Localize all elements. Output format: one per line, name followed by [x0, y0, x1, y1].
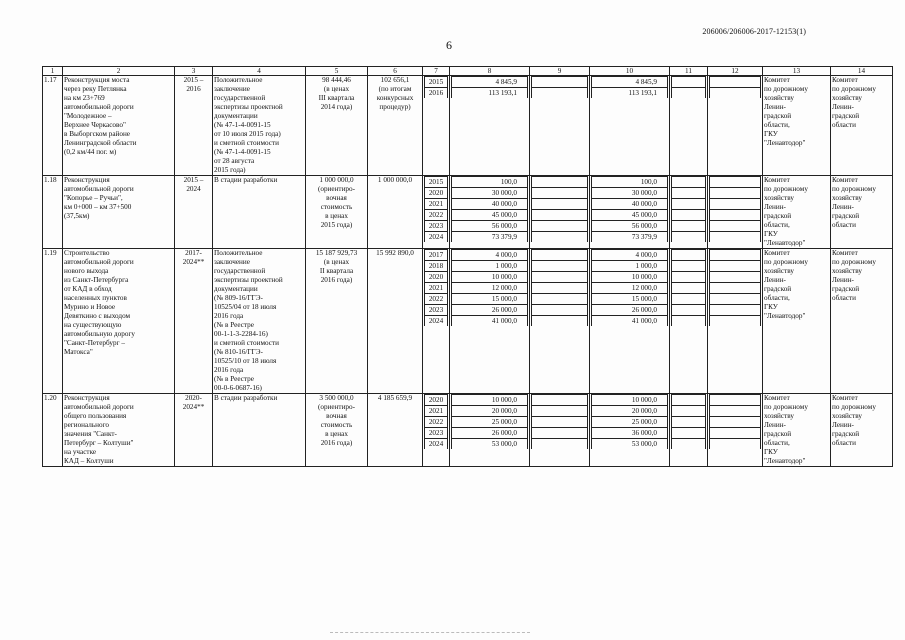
funding-col12-value	[710, 305, 761, 316]
documentation-status: Положительное заключение государственной экспертизы проектной документации (№ 47-1-4-0091-15 от 10 июля 2015 года) и сметной стоимости (№ 47-1-4-0091-15 от 28 августа 2015 года)	[213, 76, 306, 176]
funding-col11-value	[672, 232, 706, 243]
funding-col9-value	[532, 199, 588, 210]
column-number-row	[43, 67, 893, 76]
document-id: 206006/206006-2017-12153(1)	[702, 27, 806, 36]
documentation-status: В стадии разработки	[213, 394, 306, 467]
row-number: 1.18	[43, 176, 63, 249]
funding-col11-value	[672, 210, 706, 221]
implementation-period: 2015 – 2024	[175, 176, 213, 249]
funding-col11	[670, 394, 708, 467]
responsible-executor: Комитет по дорожному хозяйству Ленин- градской области	[831, 249, 893, 394]
column-number-6: 6	[368, 67, 423, 76]
column-number-13: 13	[763, 67, 831, 76]
funding-col11-value	[672, 283, 706, 294]
funding-col12-value	[710, 406, 761, 417]
customer: Комитет по дорожному хозяйству Ленин- градской области, ГКУ "Ленавтодор"	[763, 394, 831, 467]
funding-col12-value	[710, 188, 761, 199]
year-cell-value: 2024	[425, 439, 448, 450]
funding-col12	[708, 176, 763, 249]
row-number: 1.20	[43, 394, 63, 467]
funding-col9-value	[532, 305, 588, 316]
funding-col12-value	[710, 272, 761, 283]
object-name: Реконструкция автомобильной дороги "Копорье – Ручьи", км 0+000 – км 37+500 (37,5км)	[63, 176, 175, 249]
funding-col9	[530, 76, 590, 176]
column-number-9: 9	[530, 67, 590, 76]
funding-col9-value	[532, 250, 588, 261]
funding-total-value: 113 193,1	[452, 88, 528, 99]
funding-regional-value: 113 193,1	[592, 88, 668, 99]
funding-total-value: 53 000,0	[452, 439, 528, 450]
funding-col9-value	[532, 272, 588, 283]
funding-col11-value	[672, 272, 706, 283]
funding-col11-value	[672, 77, 706, 88]
funding-col12-value	[710, 261, 761, 272]
implementation-period: 2020- 2024**	[175, 394, 213, 467]
year-cell-value: 2020	[425, 188, 448, 199]
funding-total-value: 41 000,0	[452, 316, 528, 327]
funding-col11-value	[672, 188, 706, 199]
responsible-executor: Комитет по дорожному хозяйству Ленин- градской области	[831, 76, 893, 176]
year-cell-value: 2015	[425, 77, 448, 88]
funding-col11-value	[672, 316, 706, 327]
funding-col11	[670, 249, 708, 394]
funding-col11-value	[672, 294, 706, 305]
funding-total-value: 26 000,0	[452, 305, 528, 316]
funding-regional-value: 1 000,0	[592, 261, 668, 272]
year-cell-value: 2021	[425, 199, 448, 210]
funding-regional-value: 36 000,0	[592, 428, 668, 439]
funding-col12-value	[710, 77, 761, 88]
customer: Комитет по дорожному хозяйству Ленин- градской области, ГКУ "Ленавтодор"	[763, 76, 831, 176]
funding-col9-value	[532, 406, 588, 417]
funding-col12-value	[710, 428, 761, 439]
funding-col9	[530, 249, 590, 394]
funding-col11-value	[672, 417, 706, 428]
funding-regional-value: 10 000,0	[592, 272, 668, 283]
program-table	[42, 66, 893, 467]
funding-regional	[590, 394, 670, 467]
object-name: Реконструкция моста через реку Петлянка на км 23+769 автомобильной дороги "Молодежное – Верхнее Черкасово" в Выборгском районе Ленинградской области (0,2 км/44 пог. м)	[63, 76, 175, 176]
column-number-10: 10	[590, 67, 670, 76]
estimated-cost: 1 000 000,0 (ориентиро- вочная стоимость в ценах 2015 года)	[306, 176, 368, 249]
funding-total-value: 56 000,0	[452, 221, 528, 232]
object-name: Реконструкция автомобильной дороги общего пользования регионального значения "Санкт- Петербург – Колтуши" на участке КАД – Колтуши	[63, 394, 175, 467]
funding-col9-value	[532, 395, 588, 406]
funding-regional-value: 73 379,9	[592, 232, 668, 243]
funding-col9-value	[532, 221, 588, 232]
funding-col12-value	[710, 316, 761, 327]
row-number: 1.19	[43, 249, 63, 394]
funding-total-value: 73 379,9	[452, 232, 528, 243]
year-cell	[423, 394, 450, 467]
funding-total	[450, 249, 530, 394]
funding-col9-value	[532, 188, 588, 199]
funding-col9-value	[532, 88, 588, 99]
year-cell-value: 2015	[425, 177, 448, 188]
column-number-12: 12	[708, 67, 763, 76]
funding-col11-value	[672, 406, 706, 417]
funding-total-value: 100,0	[452, 177, 528, 188]
year-cell	[423, 176, 450, 249]
funding-col11	[670, 76, 708, 176]
funding-regional-value: 26 000,0	[592, 305, 668, 316]
year-cell-value: 2021	[425, 406, 448, 417]
table-row	[43, 176, 893, 249]
funding-total-value: 26 000,0	[452, 428, 528, 439]
year-cell-value: 2024	[425, 232, 448, 243]
year-cell	[423, 249, 450, 394]
funding-col11-value	[672, 439, 706, 450]
funding-regional-value: 56 000,0	[592, 221, 668, 232]
funding-col9-value	[532, 210, 588, 221]
row-number: 1.17	[43, 76, 63, 176]
column-number-5: 5	[306, 67, 368, 76]
year-cell-value: 2024	[425, 316, 448, 327]
estimated-cost: 98 444,46 (в ценах III квартала 2014 года)	[306, 76, 368, 176]
funding-total	[450, 176, 530, 249]
year-cell	[423, 76, 450, 176]
column-number-2: 2	[63, 67, 175, 76]
funding-regional-value: 10 000,0	[592, 395, 668, 406]
funding-col11-value	[672, 221, 706, 232]
contract-cost: 1 000 000,0	[368, 176, 423, 249]
funding-regional-value: 40 000,0	[592, 199, 668, 210]
funding-col11-value	[672, 88, 706, 99]
documentation-status: Положительное заключение государственной экспертизы проектной документации (№ 809-16/ГГЭ- 10525/04 от 18 июля 2016 года (№ в Реестре 00-1-1-3-2284-16) и сметной стоимости (№ 810-16/ГГЭ- 10525/10 от 18 июля 2016 года (№ в Реестре 00-0-6-0687-16)	[213, 249, 306, 394]
funding-col9-value	[532, 428, 588, 439]
customer: Комитет по дорожному хозяйству Ленин- градской области, ГКУ "Ленавтодор"	[763, 176, 831, 249]
funding-col11-value	[672, 261, 706, 272]
funding-total-value: 20 000,0	[452, 406, 528, 417]
page-number: 6	[446, 38, 452, 52]
column-number-8: 8	[450, 67, 530, 76]
funding-regional-value: 4 000,0	[592, 250, 668, 261]
funding-total	[450, 76, 530, 176]
responsible-executor: Комитет по дорожному хозяйству Ленин- градской области	[831, 176, 893, 249]
year-cell-value: 2021	[425, 283, 448, 294]
funding-col12-value	[710, 232, 761, 243]
year-cell-value: 2022	[425, 210, 448, 221]
contract-cost: 4 185 659,9	[368, 394, 423, 467]
funding-regional-value: 100,0	[592, 177, 668, 188]
funding-col12-value	[710, 210, 761, 221]
year-cell-value: 2017	[425, 250, 448, 261]
funding-col11-value	[672, 199, 706, 210]
object-name: Строительство автомобильной дороги нового выхода из Санкт-Петербурга от КАД в обход населенных пунктов Мурино и Новое Девяткино с выходом на существующую автомобильную дорогу "Санкт-Петербург – Матокса"	[63, 249, 175, 394]
funding-col12-value	[710, 395, 761, 406]
funding-total-value: 10 000,0	[452, 395, 528, 406]
funding-col12-value	[710, 88, 761, 99]
funding-col9-value	[532, 177, 588, 188]
funding-col12-value	[710, 221, 761, 232]
contract-cost: 102 656,1 (по итогам конкурсных процедур)	[368, 76, 423, 176]
implementation-period: 2017- 2024**	[175, 249, 213, 394]
funding-col9	[530, 176, 590, 249]
funding-col12-value	[710, 250, 761, 261]
documentation-status: В стадии разработки	[213, 176, 306, 249]
funding-col9-value	[532, 316, 588, 327]
customer: Комитет по дорожному хозяйству Ленин- градской области, ГКУ "Ленавтодор"	[763, 249, 831, 394]
column-number-4: 4	[213, 67, 306, 76]
funding-col9-value	[532, 294, 588, 305]
year-cell-value: 2023	[425, 305, 448, 316]
funding-total-value: 4 845,9	[452, 77, 528, 88]
table-row	[43, 249, 893, 394]
funding-regional	[590, 249, 670, 394]
estimated-cost: 3 500 000,0 (ориентиро- вочная стоимость в ценах 2016 года)	[306, 394, 368, 467]
funding-total-value: 4 000,0	[452, 250, 528, 261]
implementation-period: 2015 – 2016	[175, 76, 213, 176]
funding-regional-value: 12 000,0	[592, 283, 668, 294]
funding-total	[450, 394, 530, 467]
scan-artifact	[330, 632, 530, 637]
funding-col11-value	[672, 305, 706, 316]
year-cell-value: 2023	[425, 428, 448, 439]
year-cell-value: 2018	[425, 261, 448, 272]
funding-col12-value	[710, 199, 761, 210]
funding-col11-value	[672, 428, 706, 439]
funding-col9	[530, 394, 590, 467]
table-row	[43, 76, 893, 176]
funding-col9-value	[532, 77, 588, 88]
funding-col12	[708, 76, 763, 176]
funding-total-value: 40 000,0	[452, 199, 528, 210]
funding-total-value: 45 000,0	[452, 210, 528, 221]
funding-col9-value	[532, 232, 588, 243]
funding-col9-value	[532, 439, 588, 450]
funding-regional-value: 15 000,0	[592, 294, 668, 305]
funding-col11-value	[672, 177, 706, 188]
funding-total-value: 1 000,0	[452, 261, 528, 272]
funding-regional-value: 4 845,9	[592, 77, 668, 88]
funding-regional-value: 25 000,0	[592, 417, 668, 428]
funding-total-value: 12 000,0	[452, 283, 528, 294]
year-cell-value: 2023	[425, 221, 448, 232]
funding-col12	[708, 249, 763, 394]
funding-col11	[670, 176, 708, 249]
year-cell-value: 2022	[425, 417, 448, 428]
funding-col12-value	[710, 417, 761, 428]
funding-col11-value	[672, 250, 706, 261]
column-number-7: 7	[423, 67, 450, 76]
funding-col12	[708, 394, 763, 467]
column-number-14: 14	[831, 67, 893, 76]
funding-regional-value: 30 000,0	[592, 188, 668, 199]
year-cell-value: 2016	[425, 88, 448, 99]
funding-total-value: 10 000,0	[452, 272, 528, 283]
year-cell-value: 2020	[425, 395, 448, 406]
funding-regional-value: 53 000,0	[592, 439, 668, 450]
funding-col9-value	[532, 417, 588, 428]
responsible-executor: Комитет по дорожному хозяйству Ленин- градской области	[831, 394, 893, 467]
funding-regional-value: 41 000,0	[592, 316, 668, 327]
funding-col9-value	[532, 261, 588, 272]
funding-col12-value	[710, 294, 761, 305]
column-number-1: 1	[43, 67, 63, 76]
funding-col12-value	[710, 177, 761, 188]
year-cell-value: 2020	[425, 272, 448, 283]
estimated-cost: 15 187 929,73 (в ценах II квартала 2016 года)	[306, 249, 368, 394]
funding-total-value: 30 000,0	[452, 188, 528, 199]
funding-regional-value: 20 000,0	[592, 406, 668, 417]
funding-regional-value: 45 000,0	[592, 210, 668, 221]
contract-cost: 15 992 890,0	[368, 249, 423, 394]
funding-total-value: 15 000,0	[452, 294, 528, 305]
funding-col11-value	[672, 395, 706, 406]
year-cell-value: 2022	[425, 294, 448, 305]
funding-col12-value	[710, 439, 761, 450]
funding-col9-value	[532, 283, 588, 294]
column-number-11: 11	[670, 67, 708, 76]
funding-regional	[590, 176, 670, 249]
funding-total-value: 25 000,0	[452, 417, 528, 428]
column-number-3: 3	[175, 67, 213, 76]
funding-col12-value	[710, 283, 761, 294]
table-row	[43, 394, 893, 467]
funding-regional	[590, 76, 670, 176]
